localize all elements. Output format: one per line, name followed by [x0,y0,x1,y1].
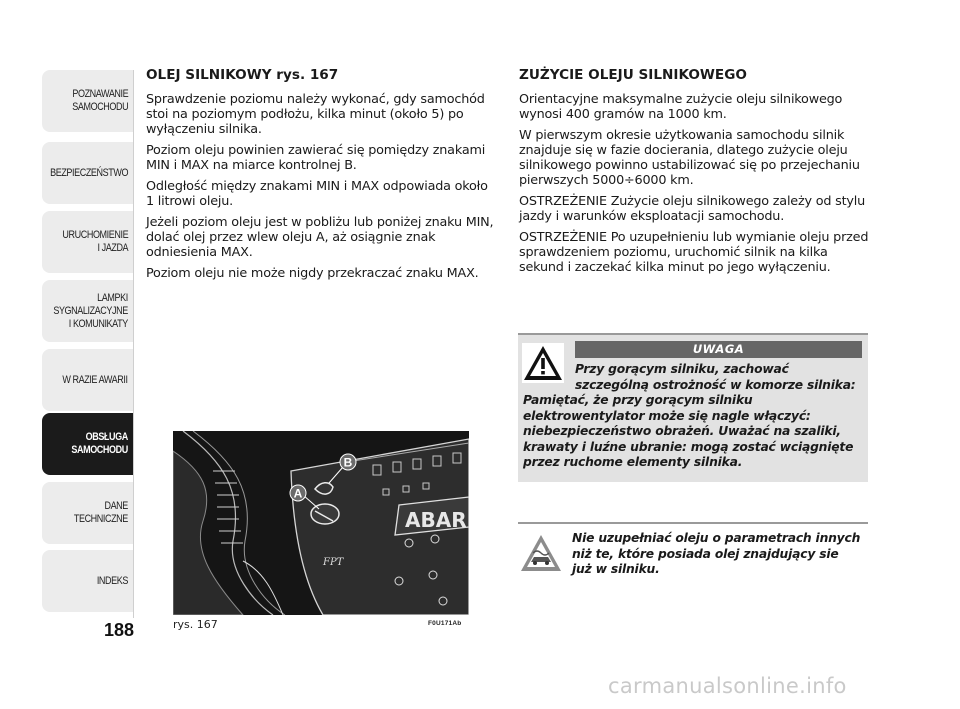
chapter-tab-label: URUCHOMIENIE I JAZDA [62,229,128,254]
chapter-tab[interactable] [42,280,134,342]
note-text: Nie uzupełniać oleju o parametrach innych niż te, które posiada olej znajdujący sie już w silniku. [572,531,861,576]
figure-code: F0U171Ab [428,620,462,627]
note-divider [518,522,868,524]
chapter-tab[interactable] [42,413,134,475]
chapter-tab-label: POZNAWANIE SAMOCHODU [72,88,128,113]
chapter-tab-label: OBSŁUGA SAMOCHODU [71,431,128,456]
chapter-tab-label: W RAZIE AWARII [62,373,128,386]
warning-text-line: Przy gorącym silniku, zachować [575,362,789,376]
oil-filler-cap [311,504,339,524]
chapter-tab[interactable] [42,349,134,411]
chapter-tab-label: LAMPKI SYGNALIZACYJNE I KOMUNIKATY [53,291,128,330]
paragraph: Poziom oleju powinien zawierać się pomiędzy znakami MIN i MAX na miarce kontrolnej B. [146,143,486,173]
figure-caption: rys. 167 [173,618,218,631]
paragraph: Jeżeli poziom oleju jest w pobliżu lub poniżej znaku MIN, dolać olej przez wlew oleju A, aż osiągnie znak odniesienia MAX. [146,215,494,260]
chapter-tab-label: BEZPIECZEŃSTWO [50,166,128,179]
fpt-logo-text: FPT [323,557,344,568]
section-heading-engine-oil: OLEJ SILNIKOWY rys. 167 [146,67,339,83]
left-column [146,68,496,287]
chapter-tab-label: INDEKS [96,574,128,587]
right-column [519,68,869,281]
paragraph: OSTRZEŻENIE Po uzupełnieniu lub wymianie oleju przed sprawdzeniem poziomu, uruchomić silnik na kilka sekund i zaczekać kilka minut po jego wyłączeniu. [519,230,869,275]
environment-car-icon [519,533,563,573]
chapter-tab-label: DANE TECHNICZNE [73,500,128,525]
tab-divider-line [133,70,134,618]
engine-bay-figure [173,431,469,615]
warning-text [523,362,868,471]
chapter-tab[interactable] [42,482,134,544]
chapter-tab[interactable] [42,142,134,204]
page-number: 188 [103,620,134,640]
watermark-text: carmanualsonline.info [608,674,847,698]
chapter-tab[interactable] [42,550,134,612]
warning-box [518,333,868,482]
callout-b-label: B [343,455,353,470]
paragraph: Orientacyjne maksymalne zużycie oleju silnikowego wynosi 400 gramów na 1000 km. [519,92,843,122]
warning-text-line: szczególną ostrożność w komorze silnika: [575,377,856,392]
engine-bay-illustration [173,431,469,615]
paragraph: Sprawdzenie poziomu należy wykonać, gdy samochód stoi na poziomym podłożu, kilka minut (około 5) po wyłączeniu silnika. [146,92,485,137]
callout-a-label: A [293,486,303,501]
warning-header: UWAGA [575,341,862,358]
warning-text-body: Pamiętać, że przy gorącym silniku elektrowentylator może się nagle włączyć: niebezpieczeństwo obrażeń. Uważać na szaliki, krawaty i luźne ubranie: mogą zostać wciągnięte przez ruchome elementy silnika. [523,393,854,469]
engine-cover-lettering: ABAR [405,508,467,532]
paragraph: OSTRZEŻENIE Zużycie oleju silnikowego zależy od stylu jazdy i warunków eksploatacji samochodu. [519,194,866,224]
paragraph: Poziom oleju nie może nigdy przekraczać znaku MAX. [146,266,479,281]
section-heading-oil-consumption: ZUŻYCIE OLEJU SILNIKOWEGO [519,67,747,83]
paragraph: Odległość między znakami MIN i MAX odpowiada około 1 litrowi oleju. [146,179,488,209]
paragraph: W pierwszym okresie użytkowania samochodu silnik znajduje się w fazie docierania, dlatego zużycie oleju silnikowego powinno ustabilizować się po przejechaniu pierwszych 5000÷6000 km. [519,128,860,188]
chapter-tab[interactable] [42,70,134,132]
chapter-tab[interactable] [42,211,134,273]
